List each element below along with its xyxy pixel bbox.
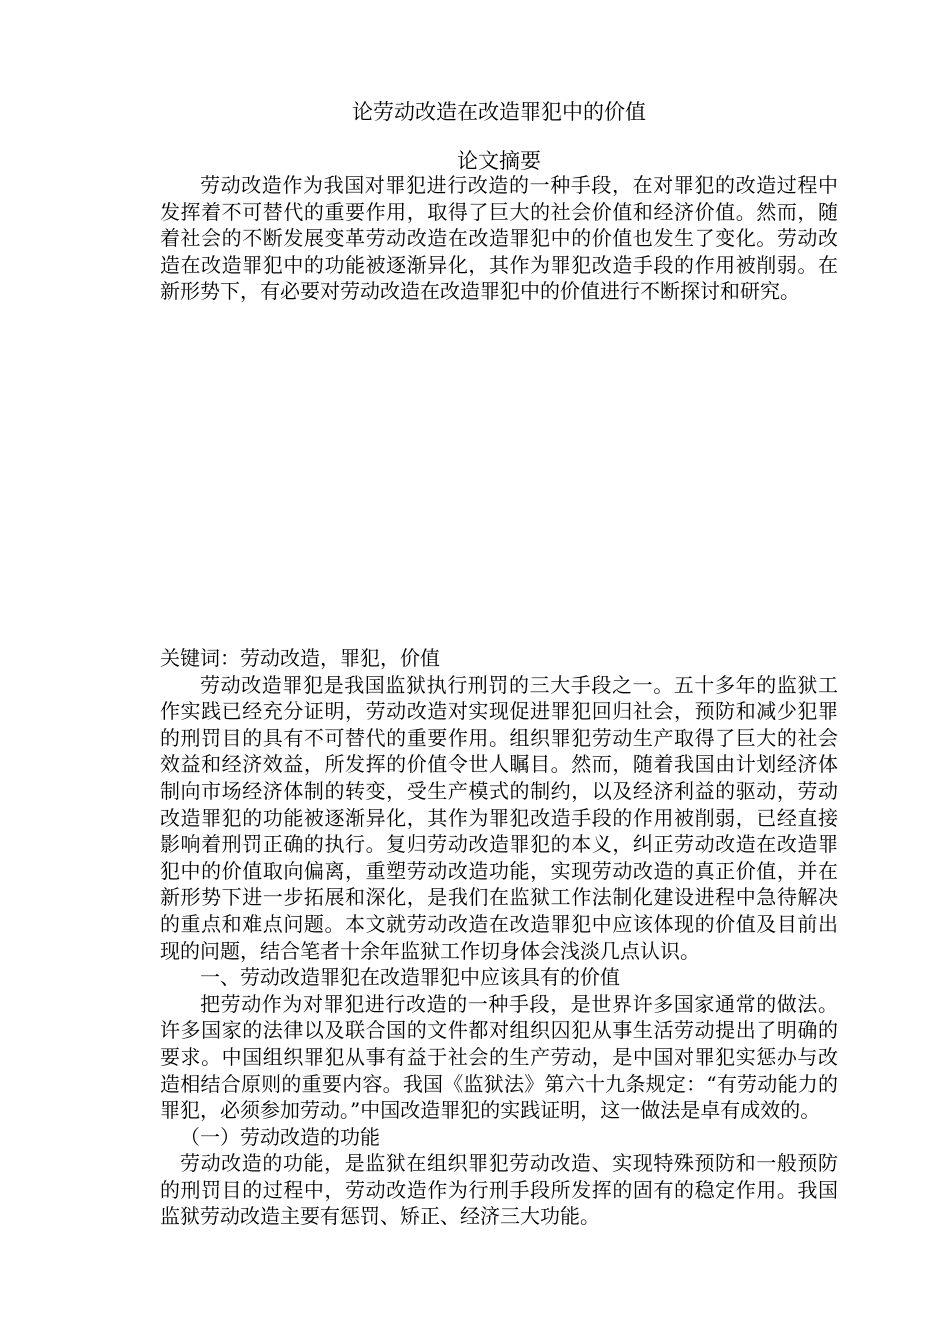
body-section [160,645,838,1230]
keywords-line: 关键词：劳动改造，罪犯，价值 [160,646,440,670]
abstract-heading: 论文摘要 [457,149,541,173]
section-paragraph: 把劳动作为对罪犯进行改造的一种手段，是世界许多国家通常的做法。许多国家的法律以及联合国的文件都对组织囚犯从事生活劳动提出了明确的要求。中国组织罪犯从事有益于社会的生产劳动，是中国对罪犯实惩办与改造相结合原则的重要内容。我国《监狱法》第六十九条规定：“有劳动能力的罪犯，必须参加劳动。”中国改造罪犯的实践证明，这一做法是卓有成效的。 [160,991,838,1123]
abstract-section [160,172,838,305]
section-heading: 一、劳动改造罪犯在改造罪犯中应该具有的价值 [200,965,620,990]
intro-paragraph: 劳动改造罪犯是我国监狱执行刑罚的三大手段之一。五十多年的监狱工作实践已经充分证明，劳动改造对实现促进罪犯回归社会，预防和减少犯罪的刑罚目的具有不可替代的重要作用。组织罪犯劳动生产取得了巨大的社会效益和经济效益，所发挥的价值令世人瞩目。然而，随着我国由计划经济体制向市场经济体制的转变，受生产模式的制约，以及经济利益的驱动，劳动改造罪犯的功能被逐渐异化，其作为罪犯改造手段的作用被削弱，已经直接影响着刑罚正确的执行。复归劳动改造罪犯的本义，纠正劳动改造在改造罪犯中的价值取向偏离，重塑劳动改造功能，实现劳动改造的真正价值，并在新形势下进一步拓展和深化，是我们在监狱工作法制化建设进程中急待解决的重点和难点问题。本文就劳动改造在改造罪犯中应该体现的价值及目前出现的问题，结合笔者十余年监狱工作切身体会浅淡几点认识。 [160,672,838,963]
subsection-heading: （一）劳动改造的功能 [180,1124,380,1149]
abstract-paragraph: 劳动改造作为我国对罪犯进行改造的一种手段，在对罪犯的改造过程中发挥着不可替代的重要作用，取得了巨大的社会价值和经济价值。然而，随着社会的不断发展变革劳动改造在改造罪犯中的价值也发生了变化。劳动改造在改造罪犯中的功能被逐渐异化，其作为罪犯改造手段的作用被削弱。在新形势下，有必要对劳动改造在改造罪犯中的价值进行不断探讨和研究。 [160,173,838,304]
document-title: 论劳动改造在改造罪犯中的价值 [352,100,646,124]
subsection-paragraph: 劳动改造的功能，是监狱在组织罪犯劳动改造、实现特殊预防和一般预防的刑罚目的过程中，劳动改造作为行刑手段所发挥的固有的稳定作用。我国监狱劳动改造主要有惩罚、矫正、经济三大功能。 [160,1151,838,1229]
